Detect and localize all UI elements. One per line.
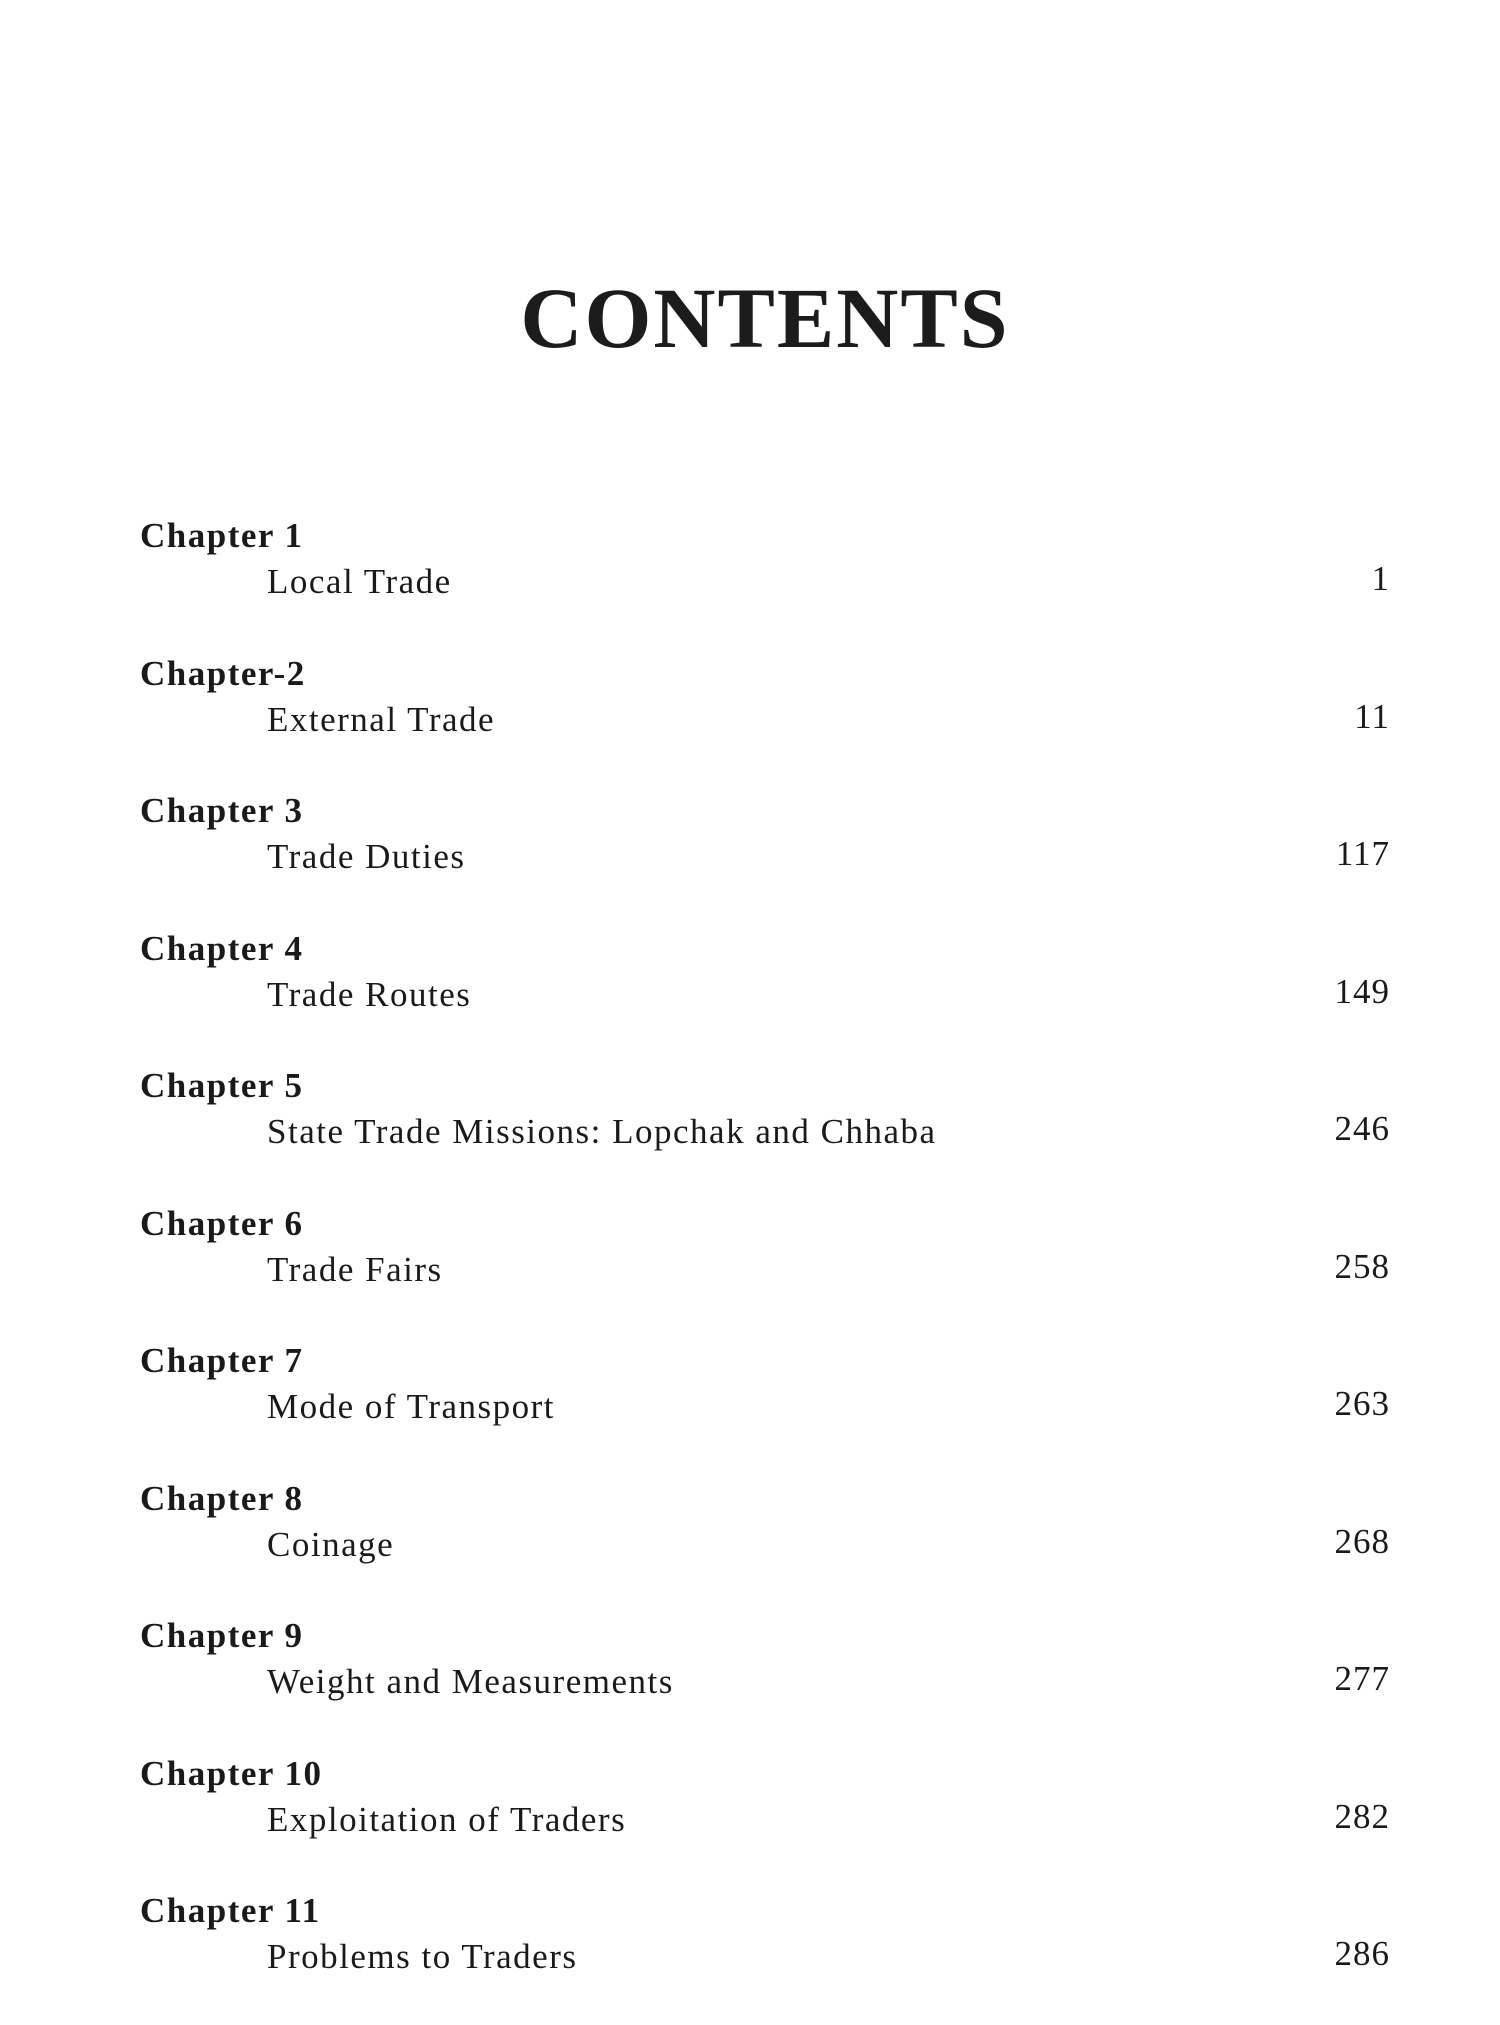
- page-number: 1: [1371, 559, 1390, 598]
- page-number: 263: [1334, 1384, 1390, 1423]
- chapter-title: Trade Routes: [267, 974, 472, 1014]
- chapter-title: Mode of Transport: [267, 1387, 556, 1426]
- page-title: CONTENTS: [520, 270, 1010, 366]
- chapter-title: State Trade Missions: Lopchak and Chhaba: [267, 1112, 937, 1151]
- toc-entry[interactable]: [140, 1062, 1390, 1200]
- chapter-label: Chapter-2: [140, 653, 306, 693]
- toc-entry[interactable]: [140, 1200, 1390, 1338]
- chapter-label: Chapter 1: [140, 516, 304, 555]
- chapter-title: Coinage: [267, 1524, 395, 1564]
- toc-entry[interactable]: [140, 1612, 1390, 1750]
- page-number: 277: [1334, 1659, 1390, 1698]
- chapter-title: Trade Duties: [267, 837, 466, 876]
- chapter-label: Chapter 7: [140, 1341, 304, 1380]
- page-number: 282: [1334, 1796, 1390, 1836]
- page-number: 117: [1335, 834, 1390, 873]
- page-number: 11: [1354, 696, 1390, 736]
- table-of-contents: [140, 512, 1390, 2025]
- toc-entry[interactable]: [140, 1750, 1390, 1888]
- chapter-title: External Trade: [267, 699, 496, 739]
- chapter-label: Chapter 4: [140, 928, 304, 968]
- chapter-label: Chapter 5: [140, 1066, 304, 1105]
- page-number: 258: [1334, 1246, 1390, 1286]
- chapter-label: Chapter 10: [140, 1753, 323, 1793]
- chapter-label: Chapter 6: [140, 1203, 304, 1243]
- chapter-label: Chapter 11: [140, 1891, 321, 1930]
- toc-entry[interactable]: [140, 1475, 1390, 1613]
- toc-entry[interactable]: [140, 1337, 1390, 1475]
- page-number: 286: [1334, 1934, 1390, 1973]
- page-number: 268: [1334, 1521, 1390, 1561]
- toc-entry[interactable]: [140, 650, 1390, 788]
- chapter-label: Chapter 9: [140, 1616, 304, 1655]
- page-number: 246: [1334, 1109, 1390, 1148]
- chapter-title: Weight and Measurements: [267, 1662, 674, 1701]
- page-number: 149: [1334, 971, 1390, 1011]
- chapter-title: Local Trade: [267, 562, 452, 601]
- toc-entry[interactable]: [140, 787, 1390, 925]
- toc-entry[interactable]: [140, 512, 1390, 650]
- toc-entry[interactable]: [140, 925, 1390, 1063]
- chapter-title: Trade Fairs: [267, 1249, 443, 1289]
- chapter-label: Chapter 3: [140, 791, 304, 830]
- chapter-label: Chapter 8: [140, 1478, 304, 1518]
- chapter-title: Problems to Traders: [267, 1937, 578, 1976]
- toc-entry[interactable]: [140, 1887, 1390, 2025]
- chapter-title: Exploitation of Traders: [267, 1799, 627, 1839]
